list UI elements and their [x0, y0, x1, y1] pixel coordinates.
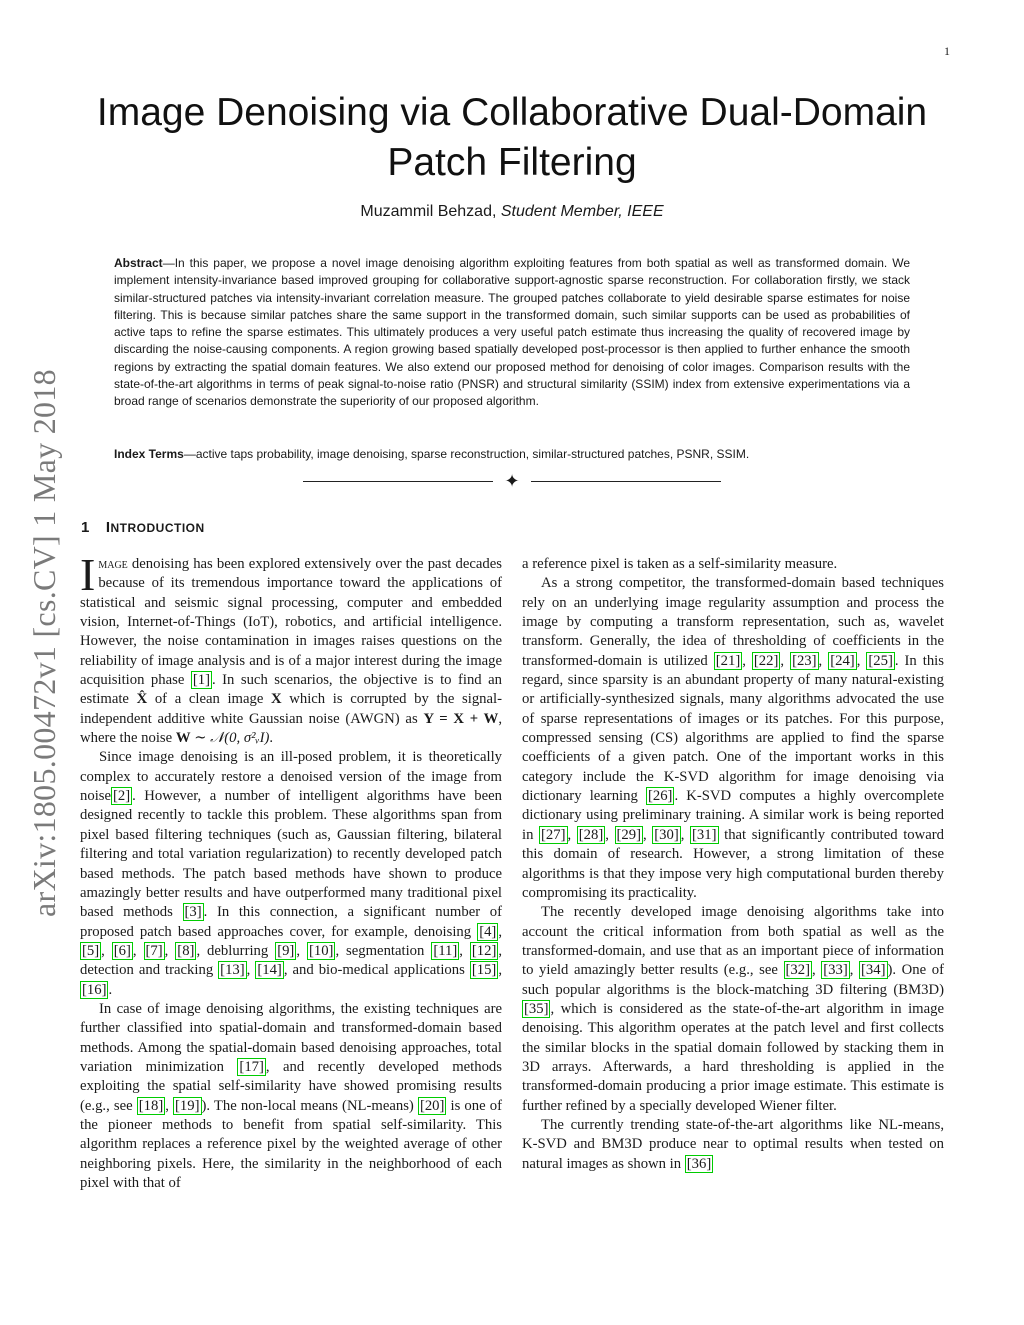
text-run: . In such scenarios, the objective is to find an estimate	[80, 672, 502, 708]
abstract-label: Abstract	[114, 256, 163, 270]
citation-link[interactable]: [24]	[830, 652, 855, 669]
citation-link[interactable]: [17]	[239, 1058, 264, 1075]
citation-link[interactable]: [5]	[82, 942, 100, 959]
citation-link[interactable]: [25]	[868, 652, 893, 669]
separator-diamond-icon: ✦	[504, 471, 520, 491]
separator-rule-right	[531, 481, 721, 482]
citation-link[interactable]: [20]	[419, 1097, 445, 1114]
text-run: .	[108, 981, 113, 998]
text-run: that significantly contributed toward this domain of research. However, a strong limitation of these algorithms is that they impose very high computational burden thereby compromising its practicality.	[522, 826, 945, 901]
citation-link[interactable]: [26]	[647, 788, 673, 805]
citation-link[interactable]: [6]	[113, 942, 131, 959]
text-run: ). The non-local means (NL-means)	[201, 1097, 418, 1114]
abstract	[114, 255, 910, 411]
citation-link[interactable]: [2]	[113, 788, 131, 805]
drop-cap: I	[80, 549, 96, 600]
separator-rule-left	[303, 481, 493, 482]
author-line	[60, 203, 964, 221]
text-run: , segmentation	[335, 942, 432, 959]
title-line-1: Image Denoising via Collaborative Dual-Domain	[96, 91, 928, 134]
section-title-rest: NTRODUCTION	[110, 521, 205, 535]
paragraph: In case of image denoising algorithms, the existing techniques are further classified into spatial-domain and transformed-domain based methods. Among the spatial-domain based denoising approaches, total variation minimization [17] , and recently developed methods exploiting the spatial self-similarity have showed promising results (e.g., see [18] , [19] ). The non-local means (NL-means) [20] is one of the pioneer methods to benefit from spatial self-similarity. This algorithm replaces a reference pixel by the weighted average of other neighboring pixels. Here, the similarity in the neighborhood of each pixel with that of	[80, 1000, 502, 1191]
citation-link[interactable]: [3]	[184, 904, 202, 921]
text-run: Since image denoising is an ill-posed problem, it is theoretically complex to accurately restore a denoised version of the image from noise	[80, 749, 502, 805]
citation-link[interactable]: [28]	[578, 826, 604, 843]
citation-link[interactable]: [8]	[177, 942, 195, 959]
math-estimate: X̂	[136, 691, 148, 708]
citation-link[interactable]: [9]	[277, 942, 295, 959]
text-run: . In this regard, since sparsity is an abundant property of many natural-existing or artificially-synthesized signals, many algorithms advocated the use of sparse representations of images or its patches. For this purpose, compressed sensing (CS) algorithms are applied to find the sparse coefficients of a given patch. One of the important works in this category include the K-SVD algorithm for image denoising via dictionary learning	[522, 652, 944, 805]
paragraph	[522, 1116, 944, 1174]
citation-link[interactable]: [18]	[138, 1097, 164, 1114]
index-terms	[114, 446, 910, 463]
section-heading	[81, 519, 205, 536]
right-column	[522, 555, 944, 1174]
citation-link[interactable]: [29]	[616, 826, 642, 843]
paper-title	[60, 88, 964, 188]
left-column	[80, 549, 503, 1193]
citation-link[interactable]: [32]	[785, 962, 810, 979]
citation-link[interactable]: [33]	[823, 962, 848, 979]
arxiv-stamp: arXiv:1805.00472v1 [cs.CV] 1 May 2018	[26, 369, 62, 917]
index-terms-label: Index Terms	[114, 447, 184, 461]
text-run: , and bio-medical applications	[283, 962, 470, 979]
citation-link[interactable]: [13]	[220, 962, 245, 979]
citation-link[interactable]: [36]	[686, 1155, 712, 1172]
smallcaps-word: mage	[98, 556, 128, 572]
abstract-text: —In this paper, we propose a novel image denoising algorithm exploiting features from both spatial as well as transformed domain. We implement intensity-invariance based improved grouping for collaborative support-agnostic sparse reconstruction. For collaboration firstly, we stack similar-structured patches via intensity-invariant correlation measure. The grouped patches collaborate to yield desirable sparse estimates for noise filtering. This is because similar patches share the same support in the transformed domain, such similar supports can be used as probabilities of active taps to refine the sparse estimates. This ultimately produces a very useful patch estimate thus increasing the quality of recovered image by discarding the noise-causing components. A region growing based spatially developed post-processor is then applied to further enhance the smooth regions by extracting the spatial domain features. We also extend our proposed method for denoising of color images. Comparison results with the state-of-the-art algorithms in terms of peak signal-to-noise ratio (PNSR) and structural similarity (SSIM) index from extensive experimentations via a broad range of scenarios demonstrate the superiority of our proposed algorithm.	[114, 256, 910, 409]
section-title-initial: I	[105, 519, 111, 536]
text-run: . K-SVD computes a highly overcomplete dictionary using preliminary training. A similar work is being reported in	[522, 788, 945, 843]
text-run: , detection and tracking	[80, 942, 503, 979]
math-clean-image: X	[271, 691, 282, 708]
text-run: In case of image denoising algorithms, the existing techniques are further classified into spatial-domain and transformed-domain based methods. Among the spatial-domain based denoising approaches, total variation minimization	[80, 1000, 502, 1075]
paragraph: Since image denoising is an ill-posed problem, it is theoretically complex to accurately restore a denoised version of the image from noise [2] . However, a number of intelligent algorithms have been designed recently to tackle this problem. These algorithms span from pixel based filtering techniques (such as, Gaussian filtering, bilateral filtering and total variation regularization) to recently developed patch based methods. The patch based methods have shown to produce amazingly better results and have outperformed many traditional pixel based methods [3] . In this connection, a significant number of proposed patch based approaches cover, for example, denoising [4] , [5] , [6] , [7] , [8] , deblurring [9] , [10] , segmentation [11] , [12] , detection and tracking [13] , [14] , and bio-medical applications [15] , [16] .	[80, 749, 503, 998]
paragraph: As a strong competitor, the transformed-domain based techniques rely on an underlying image regularity assumption and process the image by computing a transform representation, such as, wavelet transform. Generally, the idea of thresholding of coefficients in the transformed-domain is utilized [21] , [22] , [23] , [24] , [25] . In this regard, since sparsity is an abundant property of many natural-existing or artificially-synthesized signals, many algorithms advocated the use of sparse representations of images or its patches. For this purpose, compressed sensing (CS) algorithms are applied to find the sparse coefficients of a given patch. One of the important works in this category include the K-SVD algorithm for image denoising via dictionary learning [26] . K-SVD computes a highly overcomplete dictionary using preliminary training. A similar work is being reported in [27] , [28] , [29] , [30] , [31] that significantly contributed toward this domain of research. However, a strong limitation of these algorithms is that they impose very high computational burden thereby compromising its practicality.	[522, 575, 945, 901]
text-run: . In this connection, a significant number of proposed patch based approaches cover, for example, denoising	[80, 904, 502, 940]
paragraph: a reference pixel is taken as a self-similarity measure.	[522, 556, 838, 572]
citation-link[interactable]: [21]	[715, 652, 741, 669]
citation-link[interactable]: [7]	[145, 942, 163, 959]
text-run: of a clean image	[147, 691, 271, 708]
citation-link[interactable]: [30]	[654, 826, 679, 843]
text-run: The recently developed image denoising algorithms take into account the critical information from both spatial as well as the transformed-domain, and use that as an important piece of information to yield amazingly better results (e.g., see	[522, 904, 944, 979]
citation-link[interactable]: [11]	[433, 942, 458, 959]
text-run: denoising has been explored extensively over the past decades because of its tremendous importance toward the applications of statistical and seismic signal processing, computer and embedded vision, Internet-of-Things (IoT), robotics, and artificial intelligence. However, the noise contamination in images raises questions on the reliability of image analysis and is of a major interest during the image acquisition phase	[80, 556, 502, 689]
section-number: 1	[81, 519, 90, 536]
citation-link[interactable]: [4]	[479, 923, 497, 940]
text-run: , where the noise	[80, 710, 502, 747]
citation-link[interactable]: [1]	[192, 672, 210, 689]
citation-link[interactable]: [12]	[471, 942, 497, 959]
text-run: , which is considered as the state-of-the-art algorithm in image denoising. This algorithm operates at the patch level and first collects the similar blocks in the spatial domain followed by stacking them in 3D arrays. Afterwards, a hard thresholding is applied in the transformed-domain producing a prior image estimate. This estimate is further refined by a specially developed Wiener filter.	[522, 1000, 944, 1114]
citation-link[interactable]: [31]	[692, 826, 717, 843]
index-terms-text: —active taps probability, image denoising, sparse reconstruction, similar-structured patches, PSNR, SSIM.	[183, 447, 750, 461]
text-run: . However, a number of intelligent algorithms have been designed recently to tackle this problem. These algorithms span from pixel based filtering techniques (such as, Gaussian filtering, bilateral filtering and total variation regularization) to recently developed patch based methods. The patch based methods have shown to produce amazingly better results and have outperformed many traditional pixel based methods	[80, 788, 502, 921]
citation-link[interactable]: [16]	[82, 981, 107, 998]
math-distribution: ∼ 𝒩(0, σ²ᵥI)	[190, 730, 270, 747]
text-run: , deblurring	[196, 942, 276, 959]
citation-link[interactable]: [34]	[861, 962, 886, 979]
author-affiliation: Student Member, IEEE	[500, 203, 664, 220]
text-run: .	[269, 730, 274, 747]
text-run: , and recently developed methods exploiting the spatial self-similarity have showed promising results (e.g., see	[80, 1058, 502, 1114]
text-run: is one of the pioneer methods to benefit from spatial self-similarity. This algorithm replaces a reference pixel by the weighted average of other neighboring pixels. Here, the similarity in the neighborhood of each pixel with that of	[80, 1097, 502, 1191]
paragraph: The recently developed image denoising algorithms take into account the critical information from both spatial as well as the transformed-domain, and use that as an important piece of information to yield amazingly better results (e.g., see [32] , [33] , [34] ). One of such popular algorithms is the block-matching 3D filtering (BM3D) [35] , which is considered as the state-of-the-art algorithm in image denoising. This algorithm operates at the patch level and first collects the similar blocks in the spatial domain followed by stacking them in 3D arrays. Afterwards, a hard thresholding is applied in the transformed-domain producing a prior image estimate. This estimate is further refined by a specially developed Wiener filter.	[522, 904, 944, 1114]
citation-link[interactable]: [27]	[541, 826, 566, 843]
citation-link[interactable]: [19]	[175, 1097, 200, 1114]
page-number: 1	[944, 44, 950, 58]
text-run: ). One of such popular algorithms is the block-matching 3D filtering (BM3D)	[522, 962, 944, 998]
title-line-2: Patch Filtering	[387, 141, 637, 184]
citation-link[interactable]: [15]	[471, 962, 497, 979]
citation-link[interactable]: [22]	[753, 652, 779, 669]
text-run: The currently trending state-of-the-art algorithms like NL-means, K-SVD and BM3D produce near to optimal results when tested on natural images as shown in	[522, 1116, 944, 1172]
text-run: As a strong competitor, the transformed-domain based techniques rely on an underlying image regularity assumption and process the image by computing a transform representation, such as, wavelet transform. Generally, the idea of thresholding of coefficients in the transformed-domain is utilized	[522, 575, 944, 669]
math-noise-model: Y = X + W	[423, 710, 499, 727]
paragraph	[80, 549, 502, 748]
citation-link[interactable]: [10]	[308, 942, 334, 959]
citation-link[interactable]: [23]	[792, 652, 817, 669]
text-run: which is corrupted by the signal-independent additive white Gaussian noise (AWGN) as	[80, 691, 502, 727]
author-name: Muzammil Behzad,	[360, 203, 501, 220]
math-noise: W	[175, 730, 191, 747]
citation-link[interactable]: [35]	[524, 1000, 549, 1017]
citation-link[interactable]: [14]	[257, 962, 282, 979]
